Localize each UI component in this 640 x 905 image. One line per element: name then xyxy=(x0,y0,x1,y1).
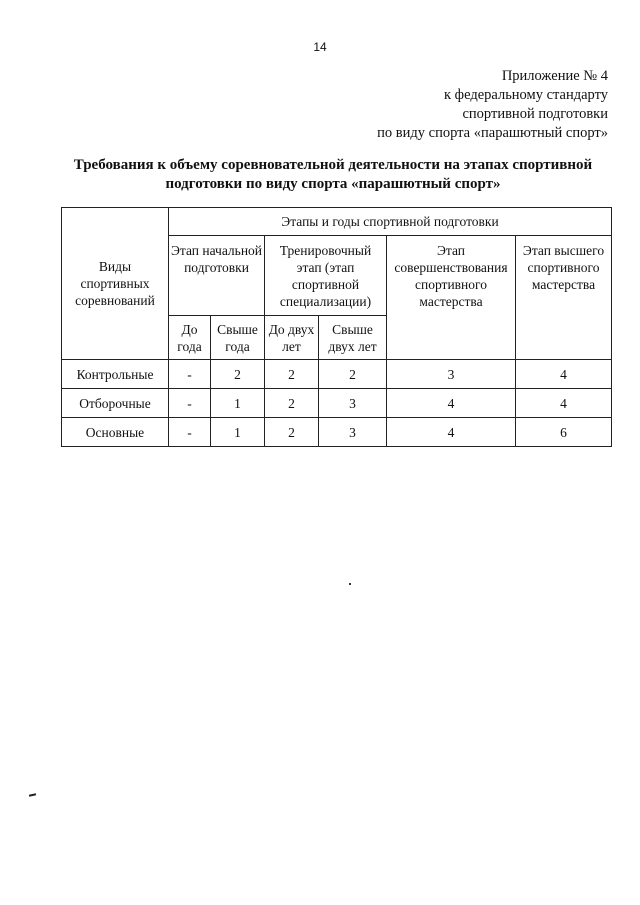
table-cell: 2 xyxy=(265,389,319,418)
scan-mark xyxy=(29,793,36,796)
table-row xyxy=(62,418,612,447)
row-label: Контрольные xyxy=(62,360,169,389)
appendix-line-1: Приложение № 4 xyxy=(501,68,608,84)
header-years-up-to-two: До двух лет xyxy=(265,316,319,360)
requirements-table xyxy=(61,207,612,447)
header-years-over-two: Свыше двух лет xyxy=(319,316,387,360)
header-stage-highest: Этап высшего спортивного мастерства xyxy=(516,236,612,360)
appendix-line-4: по виду спорта «парашютный спорт» xyxy=(377,125,608,141)
table-cell: 3 xyxy=(319,418,387,447)
table-cell: 2 xyxy=(265,360,319,389)
table-cell: 4 xyxy=(387,418,516,447)
table-cell: 3 xyxy=(387,360,516,389)
table-row xyxy=(62,389,612,418)
appendix-line-3: спортивной подготовки xyxy=(462,106,608,122)
table-cell: 4 xyxy=(516,360,612,389)
row-label: Отборочные xyxy=(62,389,169,418)
table-cell: - xyxy=(169,389,211,418)
scan-speck xyxy=(349,583,351,585)
header-years-up-to-one: До года xyxy=(169,316,211,360)
header-years-over-one: Свыше года xyxy=(211,316,265,360)
title-line-2: подготовки по виду спорта «парашютный спорт» xyxy=(165,176,501,192)
header-stage-initial: Этап начальной подготовки xyxy=(169,236,265,316)
table-cell: 2 xyxy=(211,360,265,389)
table-cell: 6 xyxy=(516,418,612,447)
header-stage-improvement: Этап совершенствования спортивного мастерства xyxy=(387,236,516,360)
table-cell: - xyxy=(169,418,211,447)
header-stage-training: Тренировочный этап (этап спортивной специализации) xyxy=(265,236,387,316)
appendix-line-2: к федеральному стандарту xyxy=(444,87,608,103)
title-line-1: Требования к объему соревновательной деятельности на этапах спортивной xyxy=(73,157,593,173)
row-label: Основные xyxy=(62,418,169,447)
table-cell: 1 xyxy=(211,389,265,418)
table-row xyxy=(62,360,612,389)
table-cell: 4 xyxy=(516,389,612,418)
table-cell: 2 xyxy=(319,360,387,389)
table-cell: 3 xyxy=(319,389,387,418)
header-stages-and-years: Этапы и годы спортивной подготовки xyxy=(169,208,612,236)
table-cell: 1 xyxy=(211,418,265,447)
table-cell: 2 xyxy=(265,418,319,447)
document-title xyxy=(40,156,626,194)
table-cell: - xyxy=(169,360,211,389)
header-competition-types: Виды спортивных соревнований xyxy=(62,208,169,360)
table-cell: 4 xyxy=(387,389,516,418)
appendix-note xyxy=(308,67,608,143)
page-number: 14 xyxy=(313,40,327,54)
